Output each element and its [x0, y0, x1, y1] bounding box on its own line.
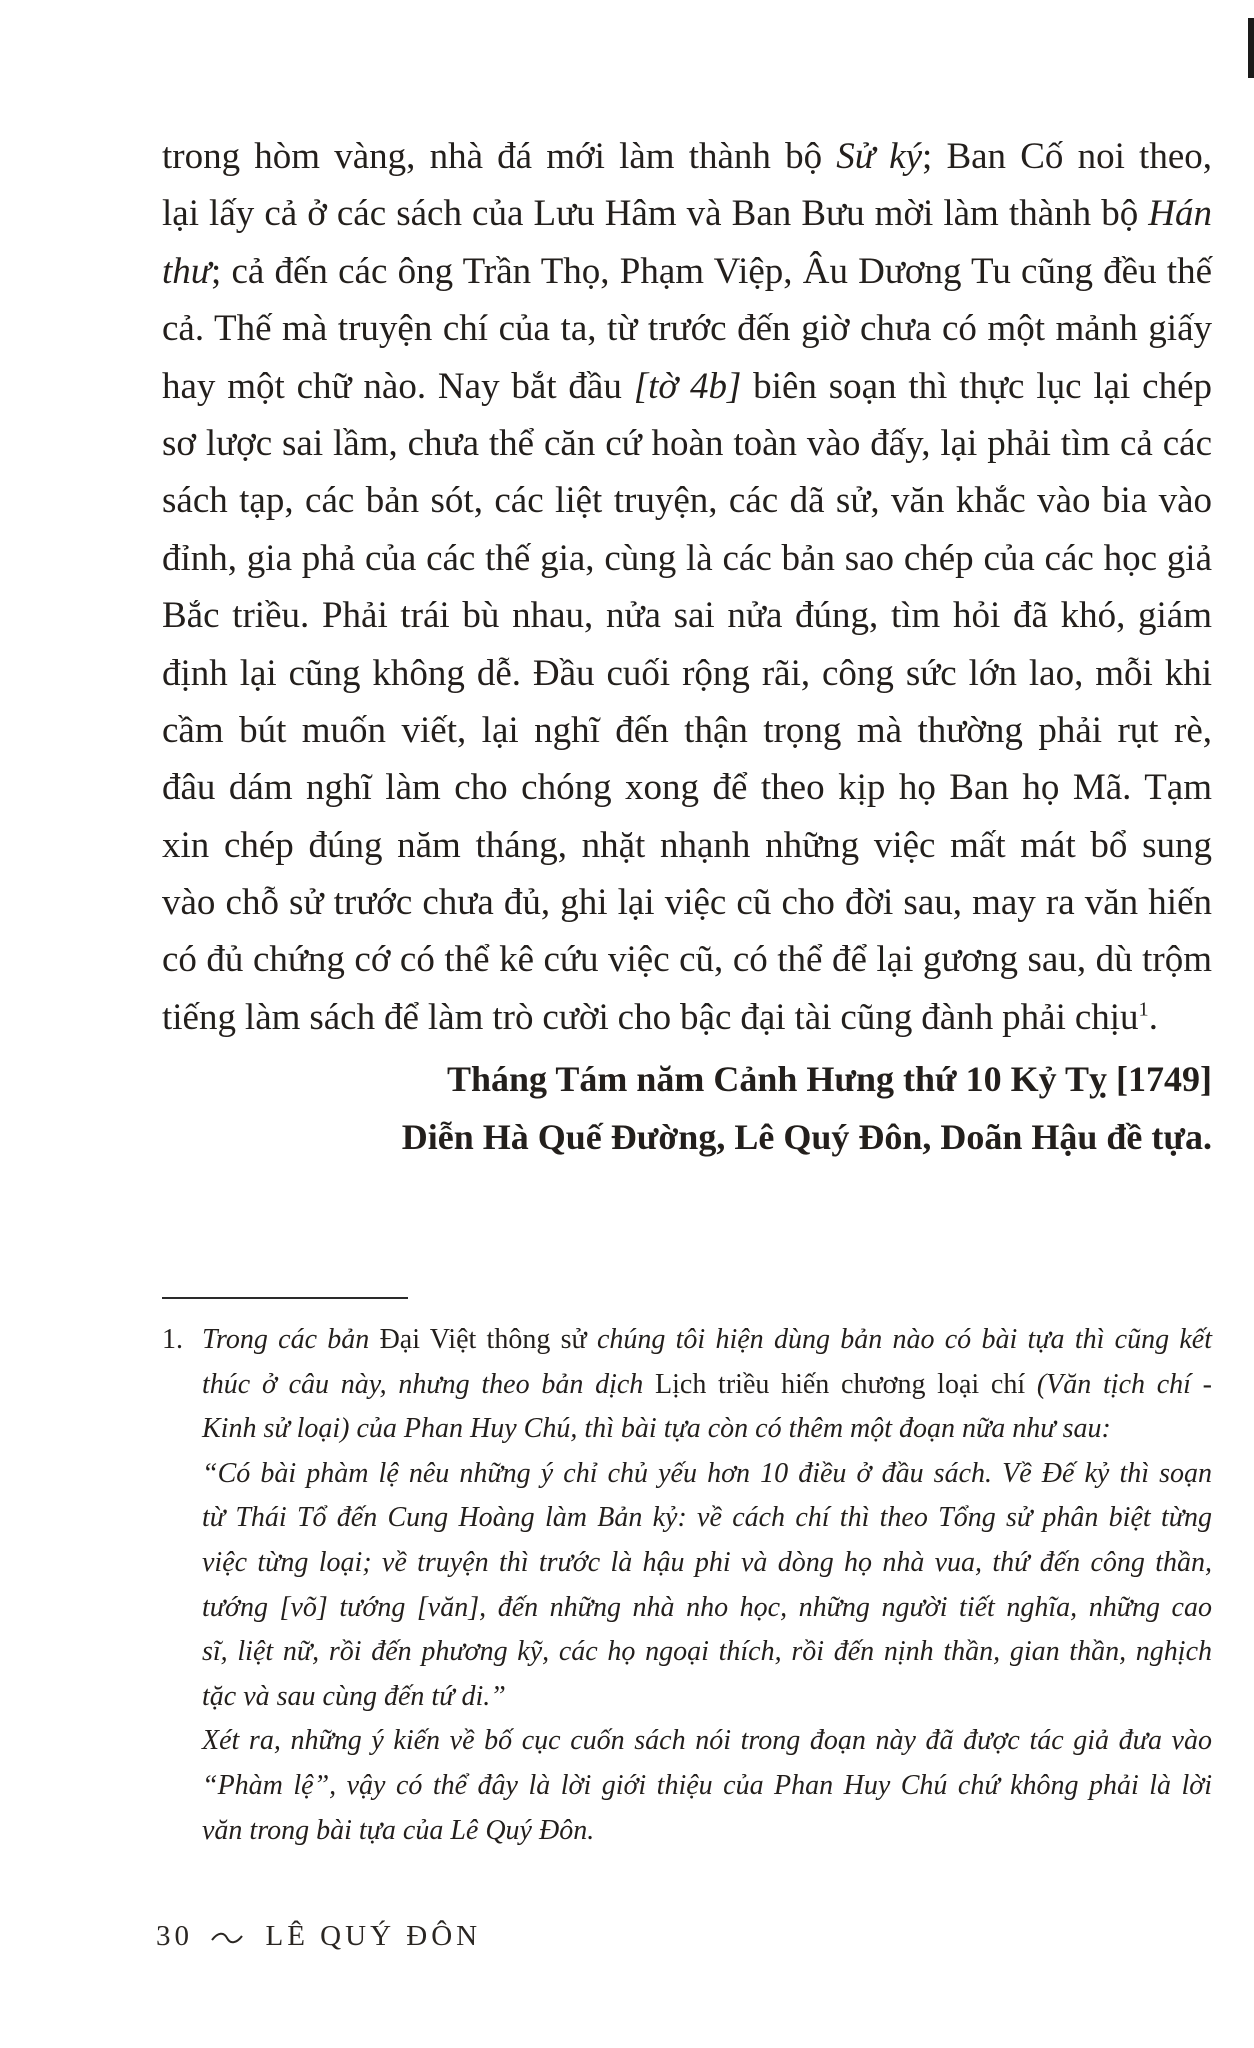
title-run: Đại Việt thông sử — [379, 1324, 587, 1355]
running-title: LÊ QUÝ ĐÔN — [265, 1920, 482, 1952]
text-run: . — [1148, 996, 1158, 1038]
text-run: tiếng làm sách để làm trò cười cho bậc đại tài cũng đành phải chịu — [162, 996, 1139, 1038]
body-line — [162, 243, 1212, 300]
text-run: Bắc triều. Phải trái bù nhau, nửa sai nửa đúng, tìm hỏi đã khó, giám — [162, 595, 1212, 637]
text-run: “Phàm lệ”, vậy có thể đây là lời giới thiệu của Phan Huy Chú chứ không phải là lời — [202, 1769, 1212, 1801]
text-run: tướng [võ] tướng [văn], đến những nhà nho học, những người tiết nghĩa, những cao — [202, 1591, 1212, 1623]
footnote-line — [162, 1764, 1212, 1809]
text-run: ; Ban Cố noi theo, — [922, 136, 1212, 177]
text-run: Kinh sử loại) của Phan Huy Chú, thì bài tựa còn có thêm một đoạn nữa như sau: — [202, 1413, 1111, 1445]
body-line — [162, 931, 1212, 988]
text-run: từ Thái Tổ đến Cung Hoàng làm Bản kỷ: về cách chí thì theo Tổng sử phân biệt từng — [202, 1502, 1212, 1534]
page-number: 30 — [156, 1920, 193, 1952]
text-run: biên soạn thì thực lục lại chép — [741, 365, 1212, 407]
text-run: thúc ở câu này, nhưng theo bản dịch — [202, 1368, 656, 1400]
body-line — [162, 128, 1212, 185]
text-run: có đủ chứng cớ có thể kê cứu việc cũ, có thể để lại gương sau, dù trộm — [162, 939, 1212, 981]
text-run: văn trong bài tựa của Lê Quý Đôn. — [202, 1814, 595, 1846]
body-line — [162, 358, 1212, 415]
body-line — [162, 817, 1212, 874]
text-run: “Có bài phàm lệ nêu những ý chỉ chủ yếu hơn 10 điều ở đầu sách. Về Đế kỷ thì soạn — [202, 1457, 1212, 1489]
page-edge-mark — [1248, 18, 1254, 78]
page-footer — [156, 1920, 481, 1953]
footnote-line — [162, 1496, 1212, 1541]
italic-run: Hán — [1148, 193, 1212, 235]
text-run: cả. Thế mà truyện chí của ta, từ trước đến giờ chưa có một mảnh giấy — [162, 308, 1212, 350]
text-run: Xét ra, những ý kiến về bố cục cuốn sách nói trong đoạn này đã được tác giả đưa vào — [202, 1725, 1212, 1757]
footnote-line — [162, 1541, 1212, 1586]
text-run: vào chỗ sử trước chưa đủ, ghi lại việc cũ cho đời sau, may ra văn hiến — [162, 882, 1212, 924]
italic-run: Sử ký — [836, 136, 922, 177]
text-run: việc từng loại; về truyện thì trước là hậu phi và dòng họ nhà vua, thứ đến công thần, — [202, 1546, 1212, 1578]
body-line — [162, 415, 1212, 472]
italic-run: thư — [162, 250, 211, 292]
text-run: sách tạp, các bản sót, các liệt truyện, các dã sử, văn khắc vào bia vào — [162, 480, 1212, 522]
body-line — [162, 300, 1212, 357]
text-run: chúng tôi hiện dùng bản nào có bài tựa thì cũng kết — [586, 1324, 1212, 1355]
body-line — [162, 702, 1212, 759]
footnote-line — [162, 1630, 1212, 1675]
text-run: đâu dám nghĩ làm cho chóng xong để theo kịp họ Ban họ Mã. Tạm — [162, 767, 1212, 809]
text-run: sơ lược sai lầm, chưa thể căn cứ hoàn toàn vào đấy, lại phải tìm cả các — [162, 422, 1212, 464]
body-line — [162, 989, 1212, 1046]
body-line — [162, 530, 1212, 587]
footnote-line — [162, 1809, 1212, 1854]
signature-date: Tháng Tám năm Cảnh Hưng thứ 10 Kỷ Tỵ [1749] — [446, 1059, 1212, 1099]
footnote-line — [162, 1318, 1212, 1363]
body-line — [162, 759, 1212, 816]
footnote — [162, 1318, 1212, 1853]
footnote-number: 1. — [162, 1324, 183, 1355]
body-line — [162, 185, 1212, 242]
footnote-line — [162, 1675, 1212, 1720]
text-run: trong hòm vàng, nhà đá mới làm thành bộ — [162, 136, 837, 177]
main-text — [162, 128, 1212, 1046]
italic-run: [tờ 4b] — [633, 365, 742, 407]
text-run: tặc và sau cùng đến tứ di.” — [202, 1680, 506, 1712]
footnote-line — [162, 1363, 1212, 1408]
text-run: đỉnh, gia phả của các thế gia, cùng là các bản sao chép của các học giả — [162, 537, 1212, 579]
footnote-line — [162, 1452, 1212, 1497]
text-run: xin chép đúng năm tháng, nhặt nhạnh những việc mất mát bổ sung — [162, 824, 1212, 866]
footnote-marker: 1 — [1138, 998, 1149, 1021]
text-run: hay một chữ nào. Nay bắt đầu — [162, 365, 634, 407]
body-line — [162, 645, 1212, 702]
body-line — [162, 472, 1212, 529]
text-run: cầm bút muốn viết, lại nghĩ đến thận trọng mà thường phải rụt rè, — [162, 709, 1212, 751]
text-run: sĩ, liệt nữ, rồi đến phương kỹ, các họ ngoại thích, rồi đến nịnh thần, gian thần, nghịch — [202, 1636, 1212, 1668]
text-run: ; cả đến các ông Trần Thọ, Phạm Việp, Âu Dương Tu cũng đều thế — [210, 250, 1212, 292]
text-run: (Văn tịch chí - — [1025, 1368, 1213, 1400]
signature-block — [402, 1050, 1212, 1166]
text-run: Trong các bản — [202, 1324, 380, 1355]
footnote-line — [162, 1407, 1212, 1452]
signature-author: Diễn Hà Quế Đường, Lê Quý Đôn, Doãn Hậu đề tựa. — [401, 1117, 1212, 1157]
title-run: Lịch triều hiến chương loại chí — [655, 1368, 1026, 1400]
tilde-icon — [210, 1931, 244, 1945]
footnote-divider — [162, 1297, 408, 1299]
text-run: lại lấy cả ở các sách của Lưu Hâm và Ban Bưu mời làm thành bộ — [162, 193, 1149, 235]
footnote-line — [162, 1586, 1212, 1631]
text-run: định lại cũng không dễ. Đầu cuối rộng rãi, công sức lớn lao, mỗi khi — [162, 652, 1212, 694]
body-line — [162, 587, 1212, 644]
body-line — [162, 874, 1212, 931]
footnote-line — [162, 1719, 1212, 1764]
